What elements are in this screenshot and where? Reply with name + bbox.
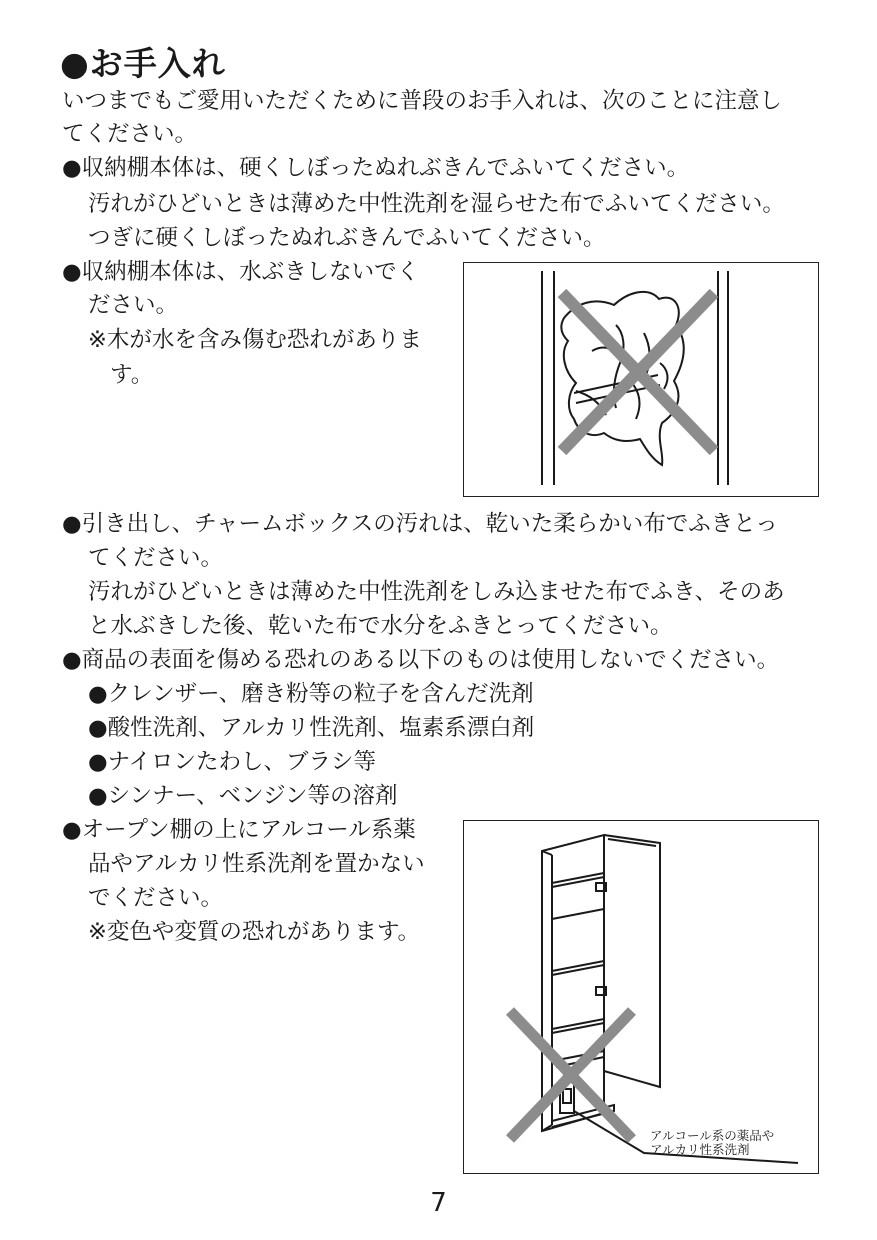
intro-line-2: てください。	[62, 121, 198, 147]
section5-heading: ●オープン棚の上にアルコール系薬	[62, 817, 416, 843]
prohibited-cross-icon	[562, 293, 714, 451]
section1-line-3: つぎに硬くしぼったぬれぶきんでふいてください。	[88, 225, 606, 251]
section1-line-2: 汚れがひどいときは薄めた中性洗剤を湿らせた布でふいてください。	[88, 191, 785, 217]
page-number: 7	[430, 1188, 447, 1218]
section4-item: ●クレンザー、磨き粉等の粒子を含んだ洗剤	[88, 681, 534, 707]
caption-line-2: アルカリ性系洗剤	[650, 1142, 750, 1157]
section3-line-3: 汚れがひどいときは薄めた中性洗剤をしみ込ませた布でふき、そのあ	[88, 579, 785, 605]
section4-item: ●ナイロンたわし、ブラシ等	[88, 749, 377, 775]
section2-note: ※木が水を含み傷む恐れがありま	[88, 327, 422, 353]
section2-note-cont: す。	[110, 362, 154, 388]
caption-line-1: アルコール系の薬品や	[650, 1128, 775, 1143]
figure-caption	[650, 1129, 774, 1157]
section3-line-4: と水ぶきした後、乾いた布で水分をふきとってください。	[88, 613, 673, 639]
section2-line-2: ださい。	[88, 292, 179, 318]
section5-line-3: でください。	[88, 885, 224, 911]
section5-note: ※変色や変質の恐れがあります。	[88, 919, 421, 945]
section3-heading: ●引き出し、チャームボックスの汚れは、乾いた柔らかい布でふきとっ	[62, 511, 778, 537]
section4-item: ●酸性洗剤、アルカリ性洗剤、塩素系漂白剤	[88, 715, 535, 741]
wet-cloth-illustration	[464, 263, 818, 496]
section4-item: ●シンナー、ベンジン等の溶剤	[88, 783, 398, 809]
intro-line-1: いつまでもご愛用いただくために普段のお手入れは、次のことに注意し	[62, 88, 783, 114]
figure-no-chemicals-on-shelf	[463, 820, 819, 1174]
section4-heading: ●商品の表面を傷める恐れのある以下のものは使用しないでください。	[62, 647, 780, 673]
section2-heading: ●収納棚本体は、水ぶきしないでく	[62, 259, 420, 285]
section3-line-2: てください。	[88, 545, 224, 571]
section5-line-2: 品やアルカリ性系洗剤を置かない	[88, 851, 425, 877]
figure-no-wet-wiping	[463, 262, 819, 497]
page-title: ●お手入れ	[60, 44, 226, 83]
section1-heading: ●収納棚本体は、硬くしぼったぬれぶきんでふいてください。	[62, 155, 690, 181]
cabinet-illustration	[464, 821, 818, 1173]
